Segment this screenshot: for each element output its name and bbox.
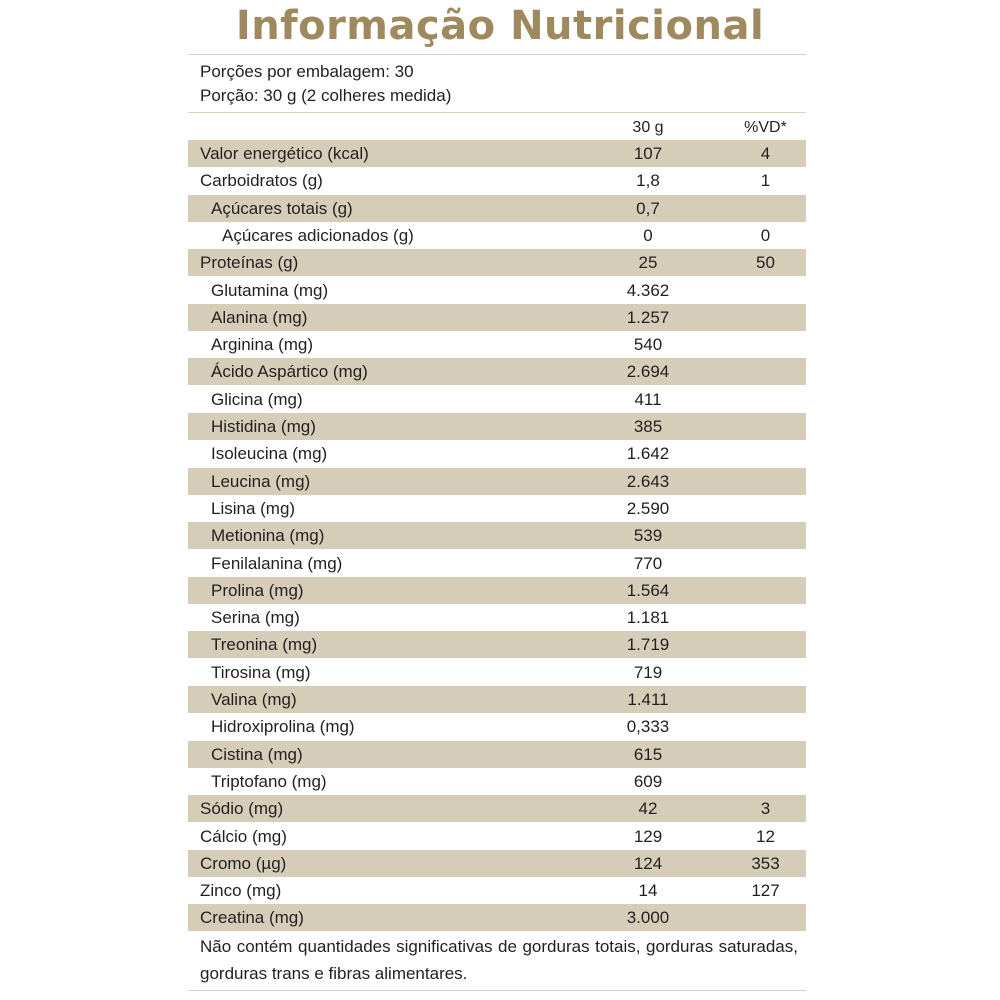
table-row	[188, 877, 806, 904]
nutrient-amount: 719	[633, 662, 663, 682]
table-row	[188, 140, 806, 167]
nutrient-amount: 42	[638, 799, 658, 819]
nutrient-amount: 14	[638, 881, 658, 901]
footnote: Não contém quantidades significativas de gorduras totais, gorduras saturadas, gorduras trans e fibras alimentares.	[200, 937, 798, 983]
nutrient-amount: 540	[633, 335, 663, 355]
nutrient-label: Ácido Aspártico (mg)	[211, 362, 368, 382]
column-header-dv: %VD*	[744, 119, 787, 136]
nutrient-amount: 0,7	[636, 198, 660, 218]
table-row	[188, 413, 806, 440]
divider-top	[188, 54, 806, 55]
nutrient-label: Hidroxiprolina (mg)	[211, 717, 355, 737]
nutrient-amount: 2.643	[626, 471, 670, 491]
table-row	[188, 659, 806, 686]
table-row	[188, 850, 806, 877]
nutrient-label: Carboidratos (g)	[200, 171, 323, 191]
nutrient-amount: 1.181	[626, 608, 670, 628]
table-row	[188, 195, 806, 222]
table-row	[188, 468, 806, 495]
nutrient-daily-value: 4	[760, 144, 771, 163]
nutrient-label: Açúcares totais (g)	[211, 198, 353, 218]
nutrient-amount: 2.694	[626, 362, 670, 382]
nutrient-label: Arginina (mg)	[211, 335, 314, 355]
table-row	[188, 550, 806, 577]
table-row	[188, 631, 806, 658]
nutrient-amount: 0,333	[626, 717, 670, 737]
nutrient-amount: 1.257	[626, 307, 670, 327]
nutrient-amount: 1.642	[626, 444, 670, 464]
nutrient-amount: 609	[633, 771, 663, 791]
table-row	[188, 713, 806, 740]
nutrient-daily-value: 3	[760, 799, 771, 819]
portion-size: Porção: 30 g (2 colheres medida)	[200, 86, 452, 105]
nutrient-amount: 129	[633, 826, 663, 846]
table-row	[188, 768, 806, 795]
nutrient-label: Fenilalanina (mg)	[211, 553, 343, 573]
table-row	[188, 167, 806, 194]
nutrient-amount: 411	[634, 389, 662, 409]
table-row	[188, 686, 806, 713]
nutrient-label: Prolina (mg)	[211, 580, 304, 600]
nutrient-daily-value: 127	[751, 881, 780, 901]
nutrient-label: Triptofano (mg)	[211, 771, 327, 791]
nutrient-label: Glicina (mg)	[211, 389, 303, 409]
nutrient-label: Histidina (mg)	[211, 417, 316, 436]
table-row	[188, 358, 806, 385]
table-row	[188, 440, 806, 467]
table-row	[188, 823, 806, 850]
table-row	[188, 904, 806, 931]
nutrient-amount: 4.362	[626, 280, 670, 300]
nutrient-label: Serina (mg)	[211, 608, 300, 628]
nutrient-amount: 770	[633, 553, 663, 573]
nutrient-label: Sódio (mg)	[200, 799, 284, 819]
table-row	[188, 331, 806, 358]
nutrient-amount: 124	[633, 853, 663, 873]
nutrient-label: Cromo (µg)	[200, 853, 287, 873]
table-row	[188, 304, 806, 331]
divider-bottom	[188, 990, 806, 991]
nutrient-label: Valor energético (kcal)	[200, 144, 369, 163]
nutrient-amount: 385	[633, 417, 663, 436]
nutrient-label: Valina (mg)	[211, 690, 297, 709]
nutrient-amount: 1.719	[626, 635, 670, 655]
nutrient-amount: 107	[633, 144, 663, 163]
table-row	[188, 277, 806, 304]
nutrient-amount: 3.000	[626, 908, 670, 928]
nutrient-label: Lisina (mg)	[211, 498, 296, 518]
nutrient-label: Alanina (mg)	[211, 307, 308, 327]
nutrient-amount: 25	[638, 253, 658, 273]
nutrient-daily-value: 12	[756, 826, 775, 846]
nutrient-label: Leucina (mg)	[211, 471, 311, 491]
nutrient-label: Cistina (mg)	[211, 744, 303, 764]
portions-per-package: Porções por embalagem: 30	[200, 62, 414, 81]
table-row	[188, 249, 806, 276]
nutrient-amount: 539	[633, 526, 663, 546]
nutrient-label: Cálcio (mg)	[200, 826, 287, 846]
nutrient-amount: 2.590	[626, 498, 670, 518]
nutrient-label: Proteínas (g)	[200, 253, 299, 273]
table-row	[188, 495, 806, 522]
nutrient-label: Glutamina (mg)	[211, 280, 329, 300]
nutrient-label: Isoleucina (mg)	[211, 444, 328, 464]
nutrient-amount: 615	[633, 744, 663, 764]
table-row	[188, 795, 806, 822]
nutrient-daily-value: 353	[751, 853, 780, 873]
nutrient-label: Zinco (mg)	[200, 881, 282, 901]
nutrient-label: Creatina (mg)	[200, 908, 304, 928]
divider-serving	[188, 112, 806, 113]
nutrient-daily-value: 50	[756, 253, 775, 273]
column-header-amount: 30 g	[632, 119, 664, 136]
table-row	[188, 604, 806, 631]
table-row	[188, 222, 806, 249]
nutrient-daily-value: 1	[760, 171, 771, 191]
nutrient-amount: 1.411	[627, 690, 669, 709]
table-row	[188, 577, 806, 604]
nutrient-amount: 1,8	[636, 171, 660, 191]
page-title: Informação Nutricional	[235, 3, 765, 49]
nutrient-label: Treonina (mg)	[211, 635, 318, 655]
table-row	[188, 741, 806, 768]
nutrient-label: Metionina (mg)	[211, 526, 325, 546]
nutrient-amount: 0	[643, 225, 653, 245]
nutrient-daily-value: 0	[760, 225, 771, 245]
table-row	[188, 522, 806, 549]
nutrient-amount: 1.564	[626, 580, 670, 600]
nutrient-label: Açúcares adicionados (g)	[222, 225, 414, 245]
nutrient-label: Tirosina (mg)	[211, 662, 311, 682]
table-row	[188, 386, 806, 413]
